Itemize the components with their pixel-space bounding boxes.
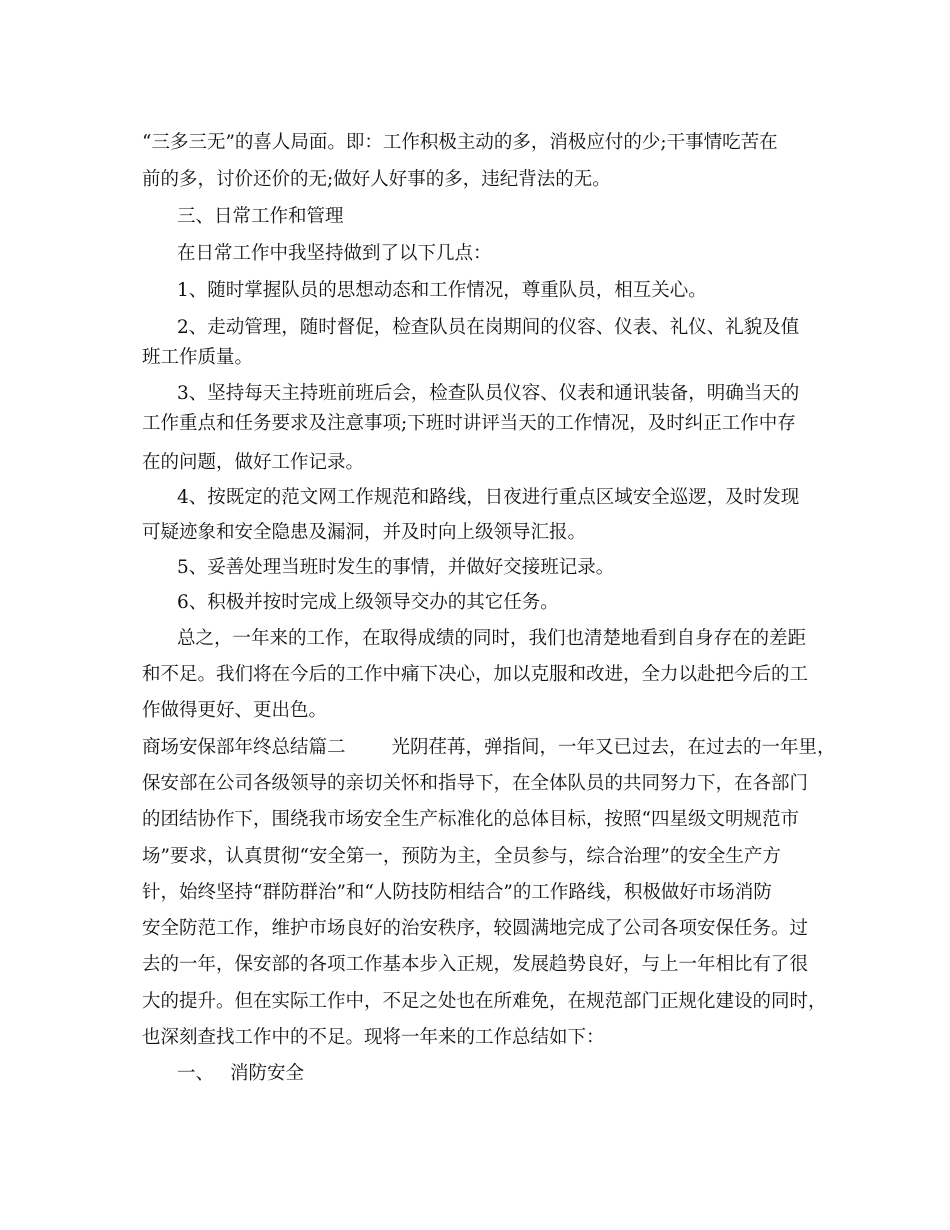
paragraph-line: 场”要求，认真贯彻“安全第一，预防为主，全员参与，综合治理”的安全生产方 <box>142 846 781 867</box>
paragraph-line: 班工作质量。 <box>142 347 254 368</box>
list-item: 3、坚持每天主持班前班后会，检查队员仪容、仪表和通讯装备，明确当天的 <box>177 383 800 404</box>
paragraph-line: 大的提升。但在实际工作中，不足之处也在所难免，在规范部门正规化建设的同时， <box>142 991 827 1012</box>
paragraph-line: 在日常工作中我坚持做到了以下几点： <box>177 243 492 264</box>
paragraph-line <box>142 736 842 760</box>
list-item: 2、走动管理，随时督促，检查队员在岗期间的仪容、仪表、礼仪、礼貌及值 <box>177 317 800 338</box>
paragraph-line: 安全防范工作，维护市场良好的治安秩序，较圆满地完成了公司各项安保任务。过 <box>142 918 809 939</box>
paragraph-line: 总之，一年来的工作，在取得成绩的同时，我们也清楚地看到自身存在的差距 <box>177 628 807 649</box>
heading-number: 一、 <box>177 1063 215 1084</box>
list-item: 4、按既定的范文网工作规范和路线，日夜进行重点区域安全巡逻，及时发现 <box>177 487 800 508</box>
paragraph-line: 也深刻查找工作中的不足。现将一年来的工作总结如下： <box>142 1027 605 1048</box>
list-item: 5、妥善处理当班时发生的事情，并做好交接班记录。 <box>177 557 615 578</box>
list-item: 6、积极并按时完成上级领导交办的其它任务。 <box>177 592 559 613</box>
list-item: 1、随时掌握队员的思想动态和工作情况，尊重队员，相互关心。 <box>177 280 707 301</box>
paragraph-line: 作做得更好、更出色。 <box>142 700 328 721</box>
paragraph-line: 前的多，讨价还价的无;做好人好事的多，违纪背法的无。 <box>142 169 611 190</box>
section-heading: 三、日常工作和管理 <box>177 206 344 227</box>
heading-text: 消防安全 <box>230 1063 305 1084</box>
paragraph-text: 光阴荏苒，弹指间，一年又已过去，在过去的一年里， <box>391 737 836 758</box>
paragraph-line: 在的问题，做好工作记录。 <box>142 452 365 473</box>
paragraph-line: 去的一年，保安部的各项工作基本步入正规，发展趋势良好，与上一年相比有了很 <box>142 954 809 975</box>
paragraph-line: 针，始终坚持“群防群治”和“人防技防相结合”的工作路线，积极做好市场消防 <box>142 882 772 903</box>
section-title: 商场安保部年终总结篇二 <box>142 737 346 758</box>
paragraph-line: 保安部在公司各级领导的亲切关怀和指导下，在全体队员的共同努力下，在各部门 <box>142 773 809 794</box>
paragraph-line: 和不足。我们将在今后的工作中痛下决心，加以克服和改进，全力以赴把今后的工 <box>142 664 809 685</box>
paragraph-line: 工作重点和任务要求及注意事项;下班时讲评当天的工作情况，及时纠正工作中存 <box>142 413 796 434</box>
paragraph-line: 可疑迹象和安全隐患及漏洞，并及时向上级领导汇报。 <box>142 522 587 543</box>
paragraph-line: 的团结协作下，围绕我市场安全生产标准化的总体目标，按照“四星级文明规范市 <box>142 809 799 830</box>
section-heading <box>177 1062 877 1086</box>
paragraph-line: “三多三无”的喜人局面。即：工作积极主动的多，消极应付的少;干事情吃苦在 <box>142 132 778 153</box>
